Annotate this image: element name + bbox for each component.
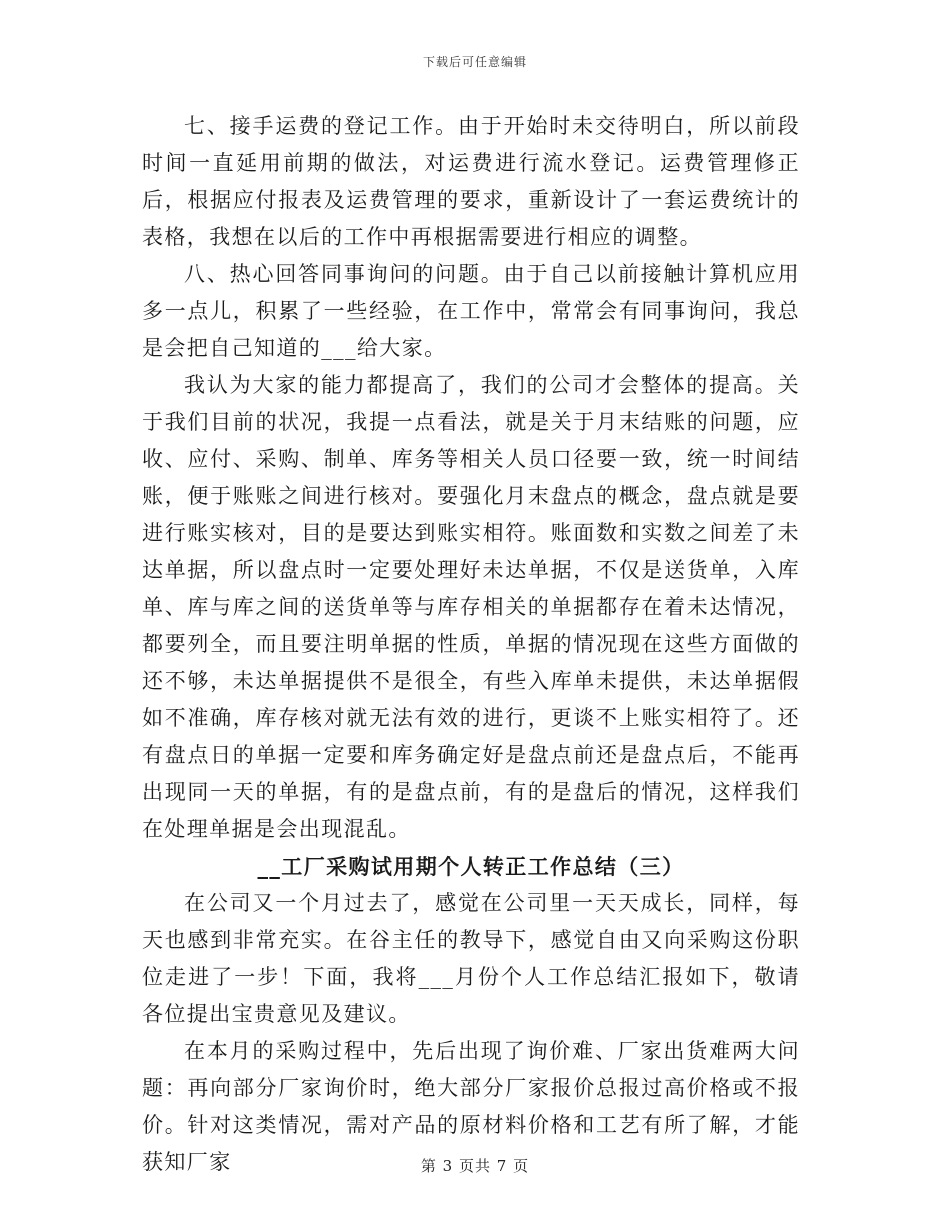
paragraph-month-end-closing: 我认为大家的能力都提高了，我们的公司才会整体的提高。关于我们目前的状况，我提一点看法，就是关于月末结账的问题，应收、应付、采购、制单、库务等相关人员口径要一致，统一时间结账，便于账账之间进行核对。要强化月末盘点的概念，盘点就是要进行账实核对，目的是要达到账实相符。账面数和实数之间差了未达单据，所以盘点时一定要处理好未达单据，不仅是送货单，入库单、库与库之间的送货单等与库存相关的单据都存在着未达情况，都要列全，而且要注明单据的性质，单据的情况现在这些方面做的还不够，未达单据提供不是很全，有些入库单未提供，未达单据假如不准确，库存核对就无法有效的进行，更谈不上账实相符了。还有盘点日的单据一定要和库务确定好是盘点前还是盘点后，不能再出现同一天的单据，有的是盘点前，有的是盘后的情况，这样我们在处理单据是会出现混乱。	[142, 373, 800, 841]
page-header: 下载后可任意编辑	[422, 55, 527, 69]
paragraph-freight-registration: 七、接手运费的登记工作。由于开始时未交待明白，所以前段时间一直延用前期的做法，对运费进行流水登记。运费管理修正后，根据应付报表及运费管理的要求，重新设计了一套运费统计的表格，我想在以后的工作中再根据需要进行相应的调整。	[142, 114, 800, 249]
paragraph-colleague-questions: 八、热心回答同事询问的问题。由于自己以前接触计算机应用多一点儿，积累了一些经验，在工作中，常常会有同事询问，我总是会把自己知道的___给大家。	[142, 262, 800, 360]
paragraph-monthly-intro: 在公司又一个月过去了，感觉在公司里一天天成长，同样，每天也感到非常充实。在谷主任的教导下，感觉自由又向采购这份职位走进了一步！下面，我将___月份个人工作总结汇报如下，敬请各位提出宝贵意见及建议。	[142, 891, 800, 1026]
document-body	[142, 108, 800, 1181]
paragraph-purchasing-problems: 在本月的采购过程中，先后出现了询价难、厂家出货难两大问题：再向部分厂家询价时，绝大部分厂家报价总报过高价格或不报价。针对这类情况，需对产品的原材料价格和工艺有所了解，才能获知厂家	[142, 1039, 800, 1174]
section-heading: __工厂采购试用期个人转正工作总结（三）	[257, 854, 685, 879]
page-footer: 第 3 页共 7 页	[420, 1157, 530, 1175]
